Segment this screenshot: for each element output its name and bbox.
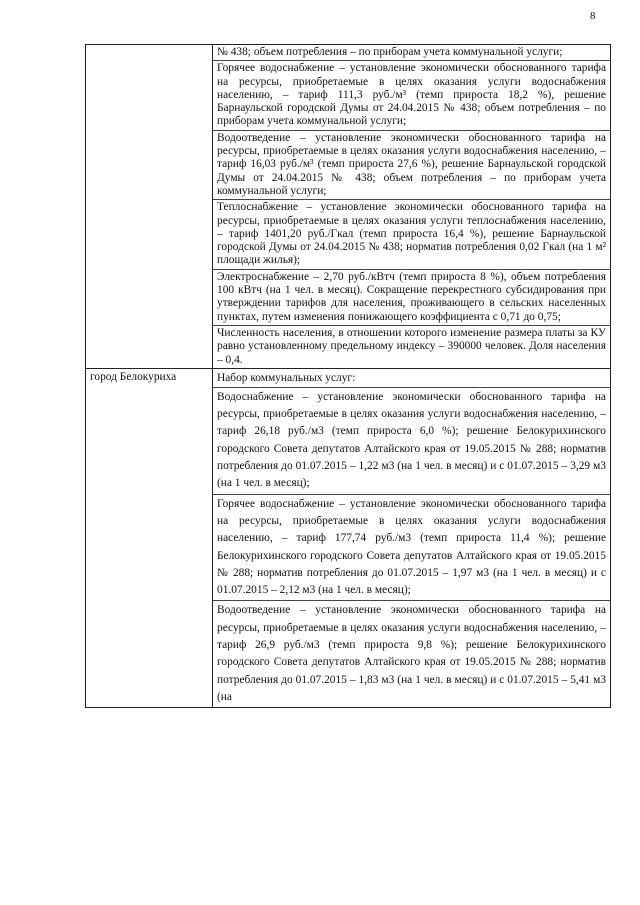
service-set-heading: Набор коммунальных услуг: — [217, 371, 356, 384]
service-paragraph: Численность населения, в отношении которого изменение размера платы за КУ равно установленному предельному индексу – 390000 человек. Доля населения – 0,4. — [213, 325, 610, 368]
service-paragraph: Водоотведение – установление экономически обоснованного тарифа на ресурсы, приобретаемые в целях оказания услуги водоснабжения населению, – тариф 26,9 руб./м3 (темп прироста 9,8 %); решение Белокурихинского городского Совета депутатов Алтайского края от 19.05.2015 № 288; норматив потребления до 01.07.2015 – 1,83 м3 (на 1 чел. в месяц) и с 01.07.2015 – 5,41 м3 (на — [213, 600, 610, 707]
table-row — [86, 368, 611, 707]
services-cell — [213, 368, 611, 707]
service-paragraph: Горячее водоснабжение – установление экономически обоснованного тарифа на ресурсы, приобретаемые в целях оказания услуги водоснабжения населению, – тариф 111,3 руб./м³ (темп прироста 18,2 %), решение Барнаульской городской Думы от 24.04.2015 № 438; объем потребления – по приборам учета коммунальной услуги; — [213, 60, 610, 129]
service-paragraph: Горячее водоснабжение – установление экономически обоснованного тарифа на ресурсы, приобретаемые в целях оказания услуги водоснабжения населению, – тариф 177,74 руб./м3 (темп прироста 11,4 %); решение Белокурихинского городского Совета депутатов Алтайского края от 19.05.2015 № 288; норматив потребления до 01.07.2015 – 1,97 м3 (на 1 чел. в месяц) и с 01.07.2015 – 2,12 м3 (на 1 чел. в месяц); — [213, 494, 610, 601]
page-number: 8 — [590, 10, 596, 22]
service-paragraph: Водоснабжение – установление экономически обоснованного тарифа на ресурсы, приобретаемые в целях оказания услуги водоснабжения населению, – тариф 26,18 руб./м3 (темп прироста 6,0 %); решение Белокурихинского городского Совета депутатов Алтайского края от 19.05.2015 № 288; норматив потребления до 01.07.2015 – 1,22 м3 (на 1 чел. в месяц) и с 01.07.2015 – 3,29 м3 (на 1 чел. в месяц); — [213, 387, 610, 494]
service-paragraph: № 438; объем потребления – по приборам учета коммунальной услуги; — [217, 46, 563, 58]
services-cell — [213, 45, 611, 369]
city-name — [86, 45, 212, 47]
service-paragraph: Теплоснабжение – установление экономически обоснованного тарифа на ресурсы, приобретаемые в целях оказания услуги теплоснабжения населению, – тариф 1401,20 руб./Гкал (темп прироста 16,4 %), решение Барнаульской городской Думы от 24.04.2015 № 438; норматив потребления 0,02 Гкал (на 1 м² площади жилья); — [213, 199, 610, 268]
city-cell — [86, 368, 213, 707]
table-row — [86, 45, 611, 369]
utilities-table — [85, 44, 611, 708]
city-name: город Белокуриха — [90, 370, 177, 383]
service-paragraph: Водоотведение – установление экономически обоснованного тарифа на ресурсы, приобретаемые в целях оказания услуги водоснабжения населению, – тариф 16,03 руб./м³ (темп прироста 27,6 %), решение Барнаульской городской Думы от 24.04.2015 № 438; объем потребления – по приборам учета коммунальной услуги; — [213, 130, 610, 199]
service-paragraph: Электроснабжение – 2,70 руб./кВтч (темп прироста 8 %), объем потребления 100 кВтч (на 1 чел. в месяц). Сокращение перекрестного субсидирования при утверждении тарифов для населения, проживающего в сельских населенных пунктах, путем изменения понижающего коэффициента с 0,71 до 0,75; — [213, 269, 610, 325]
city-cell — [86, 45, 213, 369]
